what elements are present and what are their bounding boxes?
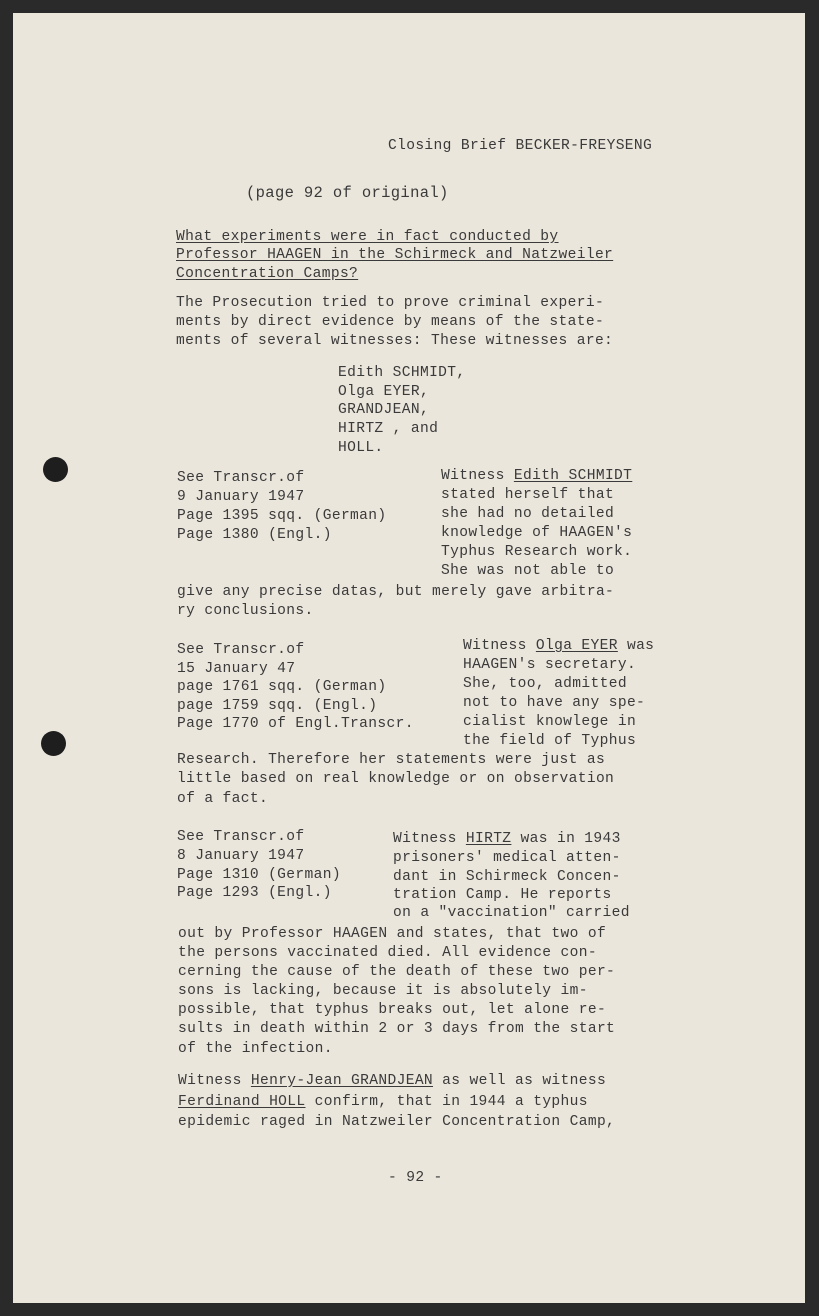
- punch-hole-top: [43, 457, 68, 482]
- witness-name: Edith SCHMIDT: [513, 468, 633, 484]
- transcript-reference: Page 1310 (German): [177, 867, 341, 883]
- witness-name: Ferdinand HOLL: [178, 1094, 306, 1110]
- witness-list-item: Olga EYER,: [338, 384, 430, 400]
- transcript-reference: page 1759 sqq. (Engl.): [177, 698, 378, 714]
- transcript-reference: See Transcr.of: [177, 829, 305, 845]
- witness-statement-line: cialist knowlege in: [463, 714, 637, 730]
- section-heading-line: Concentration Camps?: [176, 266, 359, 282]
- witness-statement-line: the field of Typhus: [463, 733, 637, 749]
- witness-statement-line: HAAGEN's secretary.: [463, 657, 637, 673]
- intro-line: ments by direct evidence by means of the state-: [176, 314, 605, 330]
- witness-statement-line: She was not able to: [441, 563, 615, 579]
- witness-name: Olga EYER: [535, 638, 618, 654]
- intro-line: The Prosecution tried to prove criminal experi-: [176, 295, 605, 311]
- witness-statement-line: Witness Olga EYER was: [463, 638, 655, 654]
- transcript-reference: page 1761 sqq. (German): [177, 679, 387, 695]
- paragraph-line: little based on real knowledge or on observation: [177, 771, 615, 787]
- page-number: - 92 -: [388, 1170, 443, 1186]
- paragraph-line: give any precise datas, but merely gave arbitra-: [177, 584, 615, 600]
- transcript-reference: See Transcr.of: [177, 470, 305, 486]
- transcript-reference: 8 January 1947: [177, 848, 305, 864]
- witness-statement-line: She, too, admitted: [463, 676, 627, 692]
- witness-statement-line: Witness Edith SCHMIDT: [441, 468, 633, 484]
- witness-statement-line: tration Camp. He reports: [393, 887, 612, 903]
- transcript-reference: Page 1770 of Engl.Transcr.: [177, 716, 414, 732]
- paragraph-line: possible, that typhus breaks out, let alone re-: [178, 1002, 607, 1018]
- witness-statement-line: prisoners' medical atten-: [393, 850, 621, 866]
- header-title: Closing Brief BECKER-FREYSENG: [388, 138, 653, 154]
- section-heading-line: What experiments were in fact conducted by: [176, 229, 559, 245]
- witness-statement-line: on a "vaccination" carried: [393, 905, 630, 921]
- paragraph-line: of the infection.: [178, 1041, 333, 1057]
- paragraph-line: Ferdinand HOLL confirm, that in 1944 a typhus: [178, 1094, 588, 1110]
- punch-hole-bottom: [41, 731, 66, 756]
- intro-line: ments of several witnesses: These witnesses are:: [176, 333, 614, 349]
- paragraph-line: cerning the cause of the death of these two per-: [178, 964, 616, 980]
- witness-statement-line: stated herself that: [441, 487, 615, 503]
- transcript-reference: Page 1395 sqq. (German): [177, 508, 387, 524]
- transcript-reference: Page 1293 (Engl.): [177, 885, 332, 901]
- paragraph-line: ry conclusions.: [177, 603, 314, 619]
- paragraph-line: of a fact.: [177, 791, 269, 807]
- witness-statement-line: Typhus Research work.: [441, 544, 633, 560]
- paragraph-line: sons is lacking, because it is absolutely im-: [178, 983, 588, 999]
- witness-list-item: HIRTZ , and: [338, 421, 439, 437]
- witness-statement-line: Witness HIRTZ was in 1943: [393, 831, 621, 847]
- witness-name: HIRTZ: [465, 831, 512, 847]
- paragraph-line: Research. Therefore her statements were just as: [177, 752, 606, 768]
- transcript-reference: See Transcr.of: [177, 642, 305, 658]
- paragraph-line: the persons vaccinated died. All evidence con-: [178, 945, 597, 961]
- witness-name: Henry-Jean GRANDJEAN: [250, 1073, 434, 1089]
- transcript-reference: 15 January 47: [177, 661, 296, 677]
- transcript-reference: Page 1380 (Engl.): [177, 527, 332, 543]
- section-heading-line: Professor HAAGEN in the Schirmeck and Natzweiler: [176, 247, 614, 263]
- paragraph-line: out by Professor HAAGEN and states, that two of: [178, 926, 607, 942]
- witness-statement-line: dant in Schirmeck Concen-: [393, 869, 621, 885]
- paragraph-line: epidemic raged in Natzweiler Concentration Camp,: [178, 1114, 616, 1130]
- witness-statement-line: knowledge of HAAGEN's: [441, 525, 633, 541]
- page-of-original: (page 92 of original): [246, 184, 449, 202]
- witness-list-item: Edith SCHMIDT,: [338, 365, 466, 381]
- witness-list-item: GRANDJEAN,: [338, 402, 430, 418]
- paragraph-line: Witness Henry-Jean GRANDJEAN as well as witness: [178, 1073, 607, 1089]
- witness-statement-line: she had no detailed: [441, 506, 615, 522]
- witness-statement-line: not to have any spe-: [463, 695, 646, 711]
- witness-list-item: HOLL.: [338, 440, 384, 456]
- transcript-reference: 9 January 1947: [177, 489, 305, 505]
- paragraph-line: sults in death within 2 or 3 days from the start: [178, 1021, 616, 1037]
